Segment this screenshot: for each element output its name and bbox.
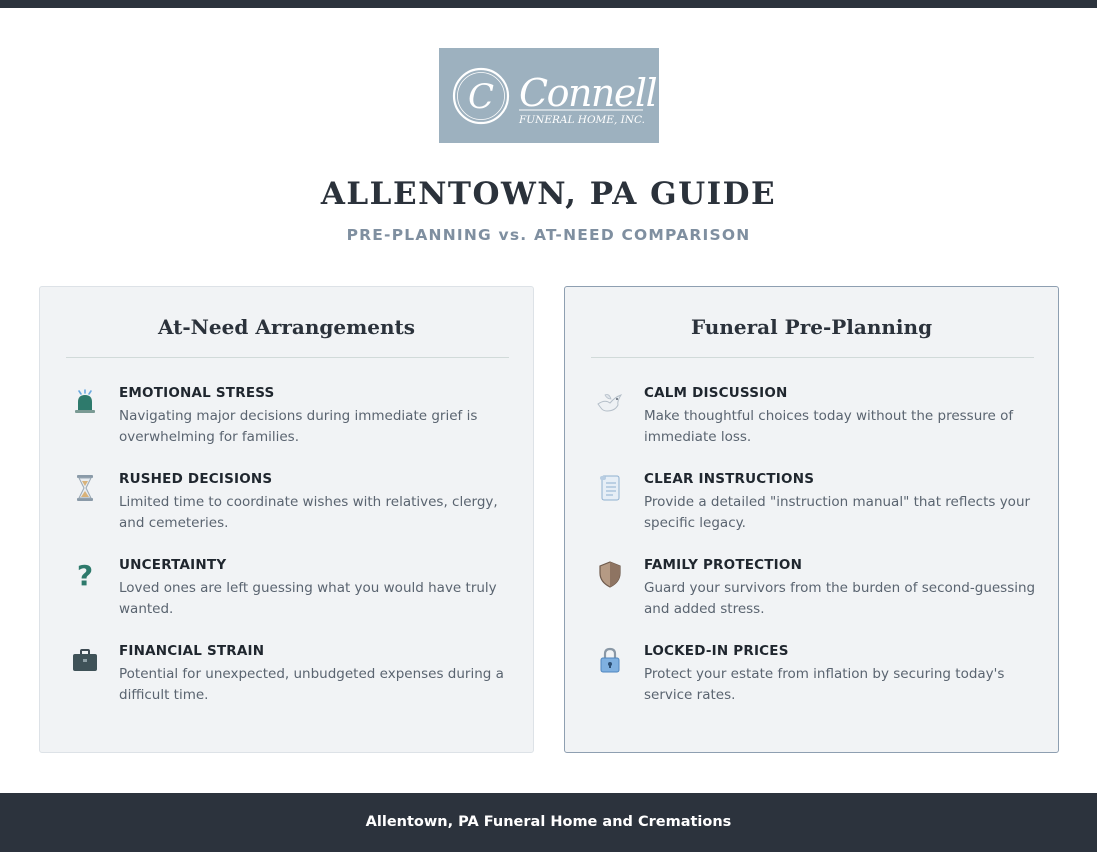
page-subtitle: PRE-PLANNING vs. AT-NEED COMPARISON [346, 226, 751, 244]
item-description: Protect your estate from inflation by securing today's service rates. [644, 666, 1005, 703]
footer [0, 793, 1097, 852]
svg-text:Connell: Connell [519, 71, 657, 115]
briefcase-icon [70, 645, 100, 675]
top-bar [0, 0, 1097, 8]
item-description: Guard your survivors from the burden of second-guessing and added stress. [644, 580, 1036, 617]
item-description: Navigating major decisions during immediate grief is overwhelming for families. [119, 408, 478, 445]
connell-logo [439, 48, 659, 143]
alarm-bell-icon [70, 387, 100, 417]
page-title: ALLENTOWN, PA GUIDE [320, 176, 777, 212]
item-description: Limited time to coordinate wishes with relatives, clergy, and cemeteries. [119, 494, 498, 531]
divider [66, 357, 509, 358]
list-item [591, 471, 1041, 537]
item-description: Potential for unexpected, unbudgeted expenses during a difficult time. [119, 666, 504, 703]
list-item [66, 557, 516, 623]
item-heading: FINANCIAL STRAIN [119, 643, 265, 659]
footer-text: Allentown, PA Funeral Home and Cremations [365, 814, 732, 830]
item-heading: CLEAR INSTRUCTIONS [644, 471, 815, 487]
divider [591, 357, 1034, 358]
question-mark-icon [70, 559, 100, 589]
scroll-icon [595, 473, 625, 503]
item-description: Provide a detailed "instruction manual" that reflects your specific legacy. [644, 494, 1031, 531]
dove-icon [595, 387, 625, 417]
at-need-card [39, 286, 534, 753]
item-heading: RUSHED DECISIONS [119, 471, 273, 487]
item-heading: UNCERTAINTY [119, 557, 227, 573]
list-item [591, 385, 1041, 451]
list-item [591, 557, 1041, 623]
item-description: Make thoughtful choices today without the pressure of immediate loss. [644, 408, 1014, 445]
list-item [66, 471, 516, 537]
item-heading: EMOTIONAL STRESS [119, 385, 275, 401]
svg-text:FUNERAL HOME, INC.: FUNERAL HOME, INC. [519, 114, 645, 126]
item-heading: CALM DISCUSSION [644, 385, 788, 401]
item-description: Loved ones are left guessing what you would have truly wanted. [119, 580, 497, 617]
svg-text:C: C [467, 77, 495, 117]
item-heading: FAMILY PROTECTION [644, 557, 803, 573]
svg-text:?: ? [76, 559, 94, 589]
list-item [66, 385, 516, 451]
shield-icon [595, 559, 625, 589]
pre-planning-card-title: Funeral Pre-Planning [690, 315, 933, 339]
hourglass-icon [70, 473, 100, 503]
padlock-icon [595, 645, 625, 675]
list-item [591, 643, 1041, 709]
at-need-card-title: At-Need Arrangements [157, 315, 416, 339]
list-item [66, 643, 516, 709]
pre-planning-card [564, 286, 1059, 753]
item-heading: LOCKED-IN PRICES [644, 643, 789, 659]
